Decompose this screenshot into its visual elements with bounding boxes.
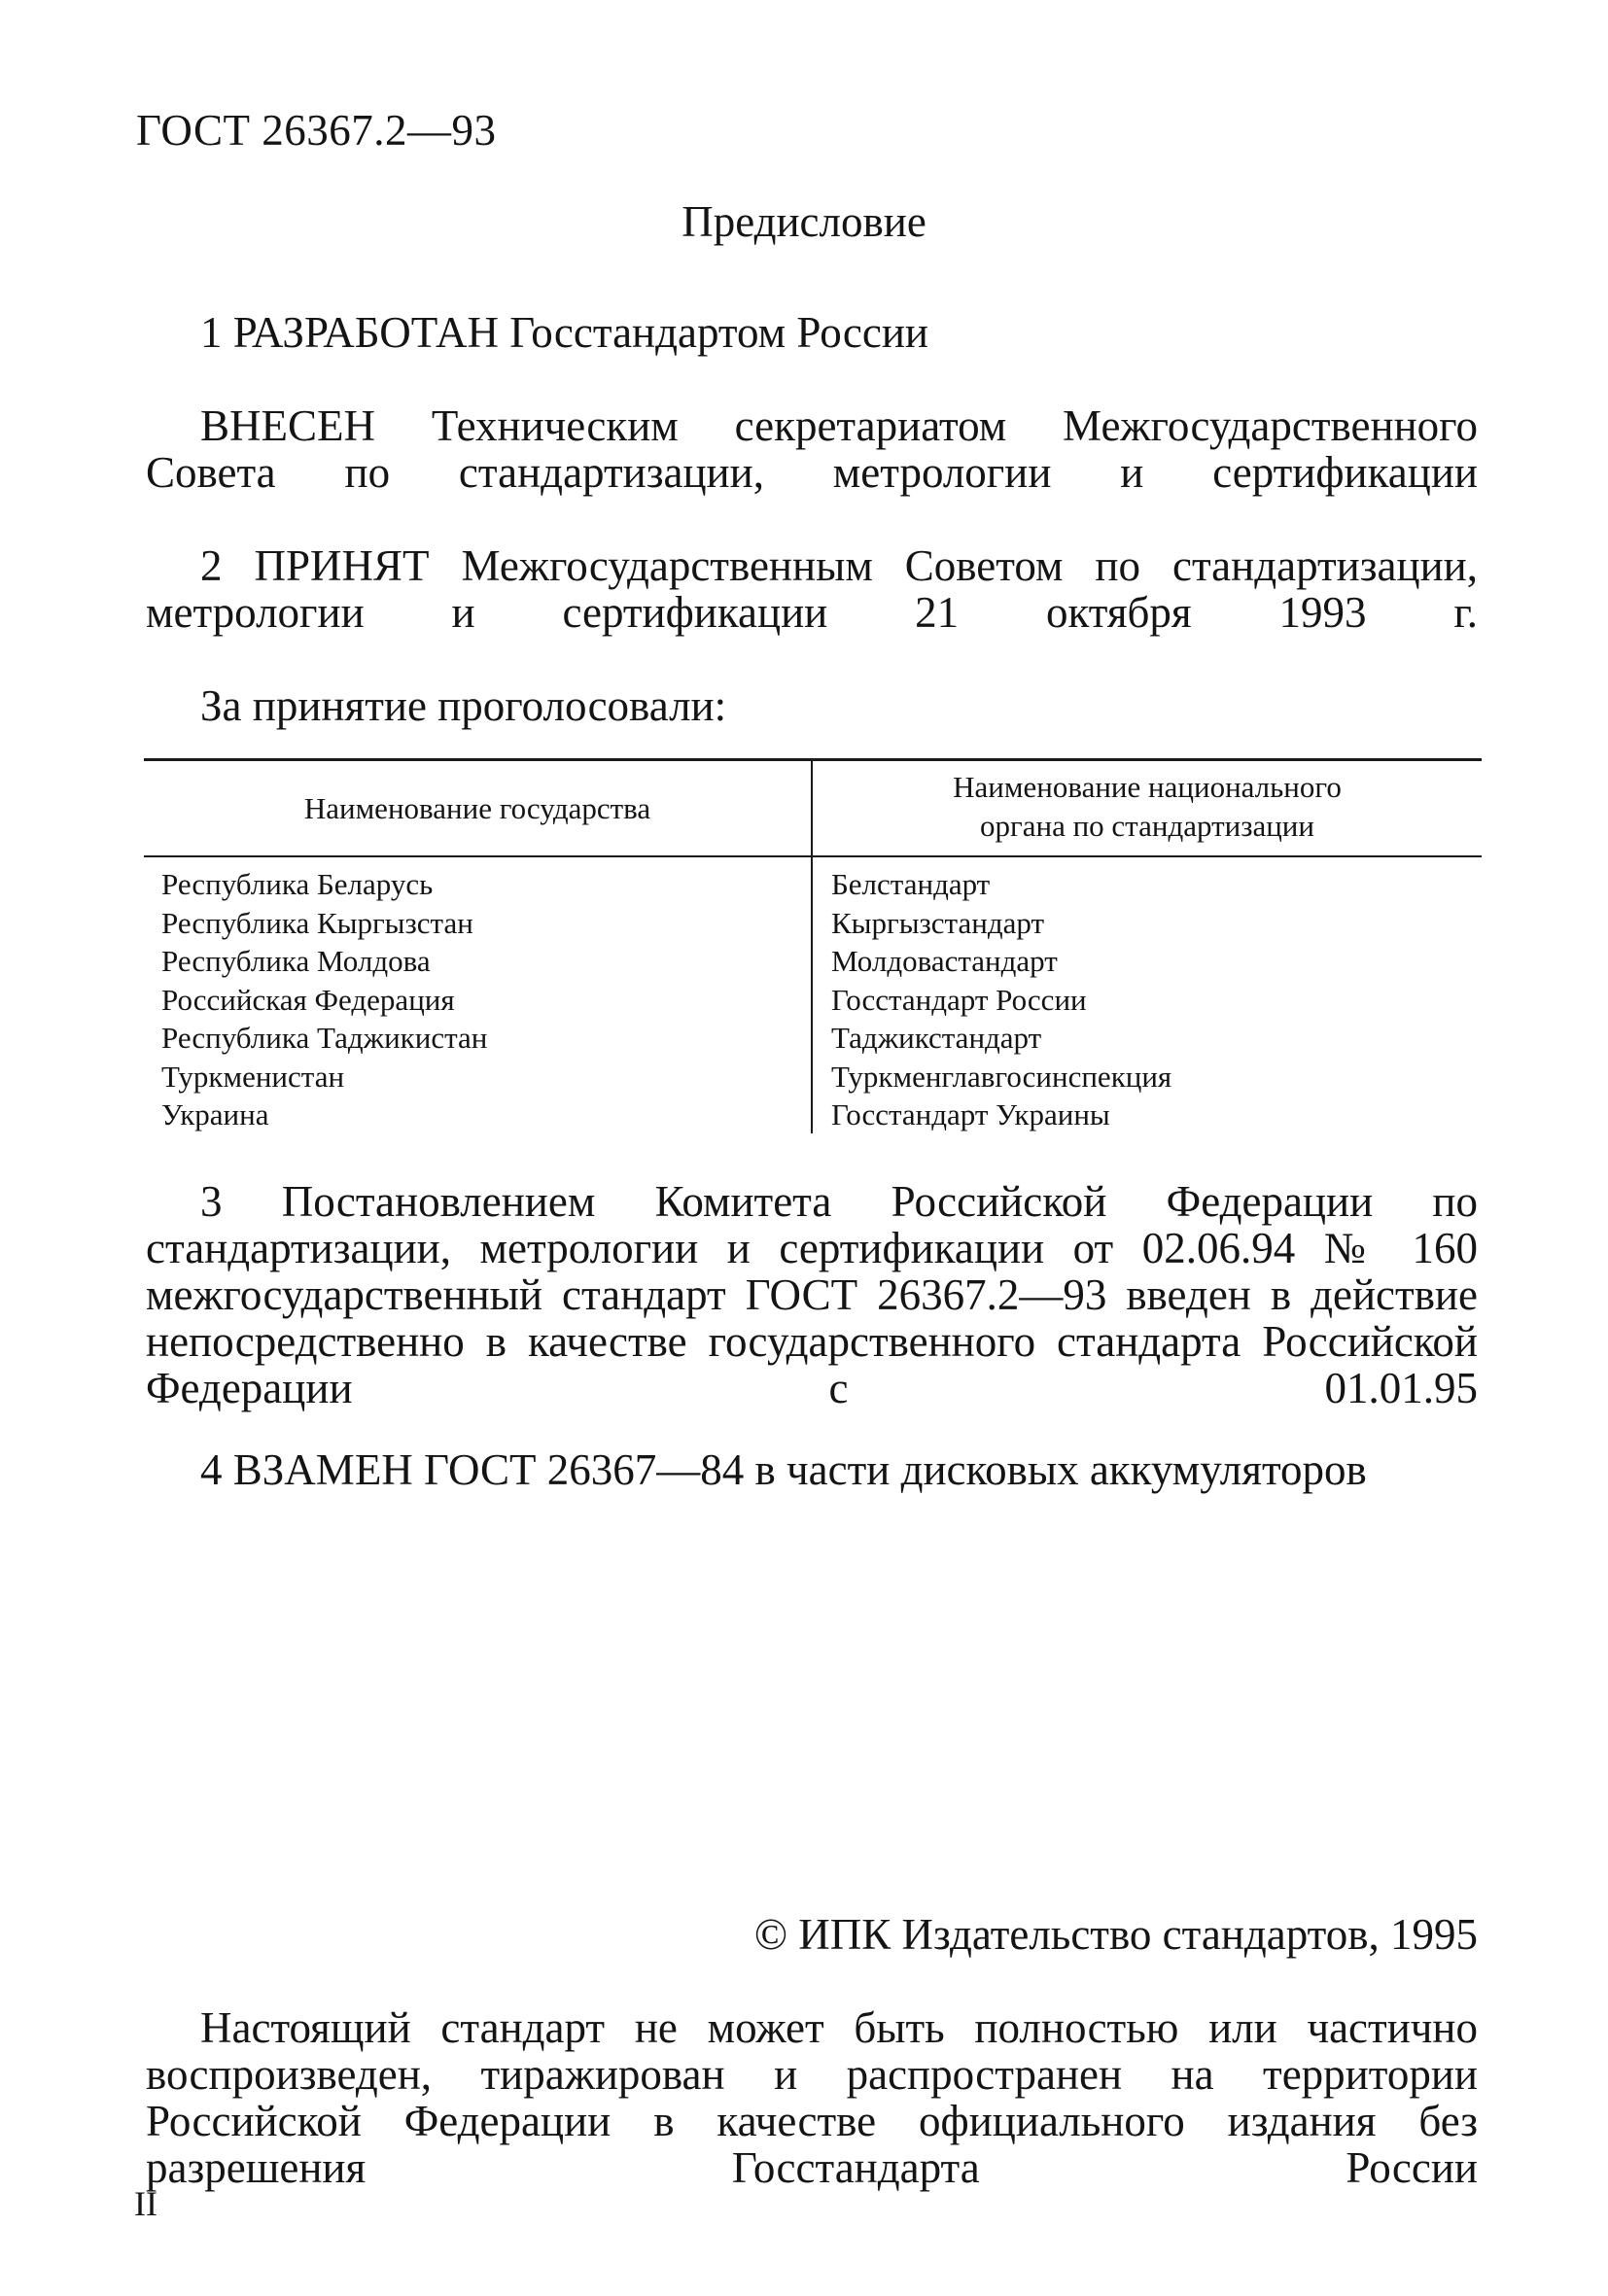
table-cell-standards-body: Госстандарт России [831,982,1087,1017]
table-cell-state: Российская Федерация [161,982,455,1017]
accepted-by-paragraph [146,542,1478,636]
table-cell-state: Украина [161,1097,269,1131]
table-cell-standards-body: Белстандарт [831,867,991,901]
resolution-text: 3 Постановлением Комитета Российской Федерации по стандартизации, метрологии и сертификации от 02.06.94 № 160 межгосударственный стандарт ГОСТ 26367.2—93 введен в действие непосредственно в качестве государственного стандарта Российской Федерации с 01.01.95 [146,1177,1478,1412]
table-header-standards-body [813,768,1482,846]
accepted-by-text: 2 ПРИНЯТ Межгосударственным Советом по стандартизации, метрологии и сертификации 21 октября 1993 г. [146,541,1478,637]
table-header-state: Наименование государства [303,791,651,825]
reproduction-notice-text: Настоящий стандарт не может быть полностью или частично воспроизведен, тиражирован и распространен на территории Российской Федерации в качестве официального издания без разрешения Госстандарта России [146,2003,1478,2192]
copyright-line: © ИПК Издательство стандартов, 1995 [753,1910,1478,1959]
reproduction-notice-paragraph [146,2004,1478,2191]
introduced-by-text: ВНЕСЕН Техническим секретариатом Межгосударственного Совета по стандартизации, метрологии и сертификации [146,401,1478,497]
page-number: II [134,2184,157,2223]
table-top-rule [144,758,1482,761]
developed-by-paragraph: 1 РАЗРАБОТАН Госстандартом России [200,308,928,357]
table-cell-standards-body: Молдовастандарт [831,944,1058,978]
table-header-body-line1: Наименование национального [953,770,1342,804]
table-header-rule [144,855,1482,857]
table-standards-body-column [831,865,1171,1134]
table-header-body-line2: органа по стандартизации [980,809,1314,843]
table-cell-state: Республика Беларусь [161,867,434,901]
voted-label: За принятие проголосовали: [200,681,727,730]
table-cell-standards-body: Таджикстандарт [831,1021,1042,1055]
table-cell-state: Республика Молдова [161,944,431,978]
table-cell-state: Туркменистан [161,1059,345,1094]
introduced-by-paragraph [146,402,1478,496]
replaces-text: 4 ВЗАМЕН ГОСТ 26367—84 в части дисковых аккумуляторов [200,1445,1367,1494]
table-cell-standards-body: Туркменглавгосинспекция [831,1059,1172,1094]
table-cell-state: Республика Кыргызстан [161,905,473,940]
table-cell-state: Республика Таджикистан [161,1021,488,1055]
table-cell-standards-body: Кыргызстандарт [831,905,1044,940]
table-cell-standards-body: Госстандарт Украины [831,1097,1110,1131]
preface-title: Предисловие [682,197,926,246]
replaces-paragraph [146,1446,1478,1493]
table-state-column [161,865,487,1134]
resolution-paragraph [146,1178,1478,1411]
document-code-header: ГОСТ 26367.2—93 [136,106,497,155]
